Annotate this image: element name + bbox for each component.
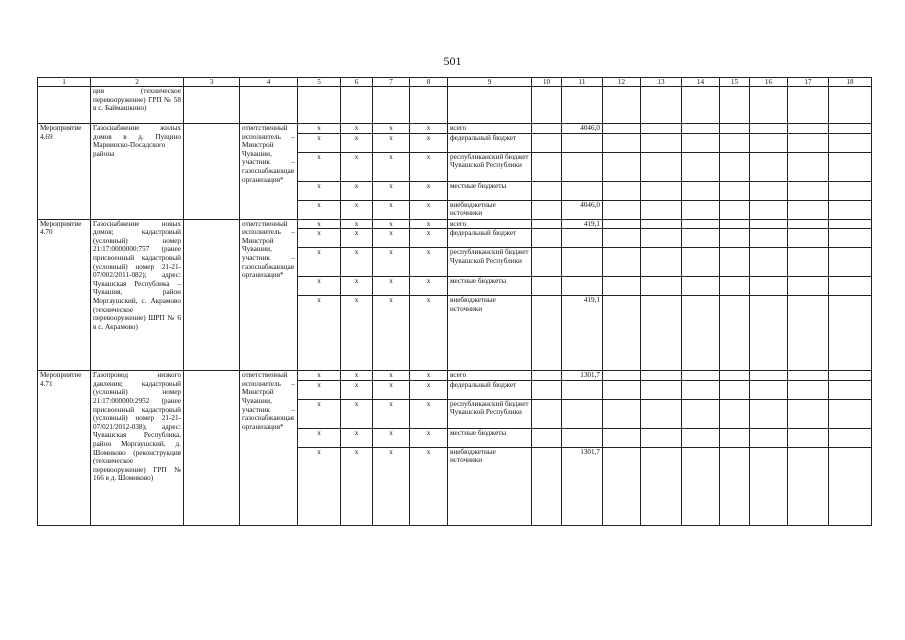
x-mark: x [410,181,448,200]
x-mark: x [341,133,373,152]
x-mark: x [298,399,341,428]
x-mark: x [373,200,410,219]
funding-value [562,152,603,181]
column-header: 8 [410,78,448,87]
measure-row [38,371,872,381]
measure-id: Мероприятие 4.69 [38,124,91,220]
x-mark: x [373,277,410,296]
funding-source: всего [448,371,532,381]
x-mark: x [373,248,410,277]
x-mark: x [373,181,410,200]
column-header: 11 [562,78,603,87]
measure-description: Газоснабжение новых домов; кадастровый (условный) номер 21:17:0000000:757 (ранее присвоенный кадастровый (условный) номер 21-21-07/002/2011-082); адрес: Чувашская Республика – Чувашия, район Моргаушский, с. Акрамово (техническое перевооружение) ШРП № 6 в с. Акрамово) [91,219,184,371]
measure-id: Мероприятие 4.71 [38,371,91,526]
x-mark: x [410,248,448,277]
x-mark: x [341,229,373,248]
x-mark: x [410,380,448,399]
x-mark: x [298,133,341,152]
x-mark: x [410,277,448,296]
x-mark: x [373,219,410,229]
x-mark: x [373,296,410,371]
x-mark: x [341,277,373,296]
funding-value [562,399,603,428]
funding-source: федеральный бюджет [448,380,532,399]
column-header: 10 [532,78,562,87]
funding-source: республиканский бюджет Чувашской Республики [448,152,532,181]
x-mark: x [410,296,448,371]
funding-value [562,229,603,248]
x-mark: x [341,124,373,134]
column-header: 16 [750,78,788,87]
measure-executor: ответственный исполнитель – Минстрой Чувашии, участник – газоснабжающая организация* [240,371,298,526]
funding-source: местные бюджеты [448,277,532,296]
x-mark: x [298,152,341,181]
column-header: 18 [829,78,872,87]
column-header: 17 [788,78,829,87]
funding-source: местные бюджеты [448,428,532,447]
funding-source: внебюджетные источники [448,447,532,525]
funding-value: 419,1 [562,219,603,229]
column-header: 13 [641,78,682,87]
measure-row [38,124,872,134]
column-header: 4 [240,78,298,87]
x-mark: x [298,296,341,371]
x-mark: x [410,152,448,181]
funding-value: 4046,0 [562,124,603,134]
x-mark: x [341,428,373,447]
measure-description: Газопровод низкого давления; кадастровый (условный) номер 21:17:000000:2952 (ранее присвоенный кадастровый (условный) номер 21-21-07/021/2012-038); адрес: Чувашская Республика, район Моргаушский, д. Шомиково (реконструкция (техническое перевооружение) ГРП № 166 в д. Шомиково) [91,371,184,526]
x-mark: x [298,248,341,277]
x-mark: x [341,447,373,525]
x-mark: x [410,229,448,248]
funding-value: 1301,7 [562,371,603,381]
measure-executor: ответственный исполнитель – Минстрой Чувашии, участник – газоснабжающая организация* [240,124,298,220]
column-header: 15 [720,78,750,87]
x-mark: x [298,428,341,447]
funding-source: всего [448,219,532,229]
x-mark: x [298,371,341,381]
funding-source: федеральный бюджет [448,133,532,152]
funding-source: внебюджетные источники [448,200,532,219]
x-mark: x [298,447,341,525]
x-mark: x [341,296,373,371]
x-mark: x [373,229,410,248]
funding-source: местные бюджеты [448,181,532,200]
x-mark: x [341,152,373,181]
funding-source: всего [448,124,532,134]
x-mark: x [341,248,373,277]
x-mark: x [410,428,448,447]
funding-value [562,380,603,399]
x-mark: x [341,200,373,219]
x-mark: x [298,277,341,296]
x-mark: x [341,399,373,428]
x-mark: x [410,124,448,134]
x-mark: x [373,428,410,447]
column-header: 2 [91,78,184,87]
x-mark: x [373,399,410,428]
column-header: 14 [682,78,720,87]
page-number: 501 [443,54,462,68]
x-mark: x [373,133,410,152]
x-mark: x [373,447,410,525]
funding-source: внебюджетные источники [448,296,532,371]
x-mark: x [373,371,410,381]
x-mark: x [341,219,373,229]
x-mark: x [410,447,448,525]
column-header: 3 [184,78,240,87]
column-header: 9 [448,78,532,87]
x-mark: x [410,200,448,219]
funding-value: 419,1 [562,296,603,371]
funding-value [562,133,603,152]
funding-source: республиканский бюджет Чувашской Республики [448,248,532,277]
continuation-row [38,87,872,124]
funding-value [562,428,603,447]
x-mark: x [373,152,410,181]
measure-id: Мероприятие 4.70 [38,219,91,371]
funding-value [562,181,603,200]
x-mark: x [298,380,341,399]
funding-value: 1301,7 [562,447,603,525]
measures-table [37,77,872,526]
x-mark: x [298,200,341,219]
column-header: 7 [373,78,410,87]
measure-row [38,219,872,229]
x-mark: x [410,133,448,152]
funding-value: 4046,0 [562,200,603,219]
x-mark: x [341,371,373,381]
x-mark: x [410,371,448,381]
funding-source: федеральный бюджет [448,229,532,248]
x-mark: x [298,181,341,200]
x-mark: x [298,229,341,248]
column-header: 5 [298,78,341,87]
column-header: 6 [341,78,373,87]
column-header: 1 [38,78,91,87]
x-mark: x [410,399,448,428]
funding-value [562,277,603,296]
x-mark: x [373,380,410,399]
measure-description: ция (техническое перевооружение) ГРП № 58 в с. Баймашкино) [91,87,184,124]
x-mark: x [410,219,448,229]
measure-description: Газоснабжение жилых домов в д. Пущино Мариинско-Посадского района [91,124,184,220]
x-mark: x [298,124,341,134]
column-number-row [38,78,872,87]
x-mark: x [341,380,373,399]
funding-source: республиканский бюджет Чувашской Республики [448,399,532,428]
x-mark: x [373,124,410,134]
measure-executor: ответственный исполнитель – Минстрой Чувашии, участник – газоснабжающая организация* [240,219,298,371]
column-header: 12 [603,78,641,87]
x-mark: x [298,219,341,229]
x-mark: x [341,181,373,200]
funding-value [562,248,603,277]
